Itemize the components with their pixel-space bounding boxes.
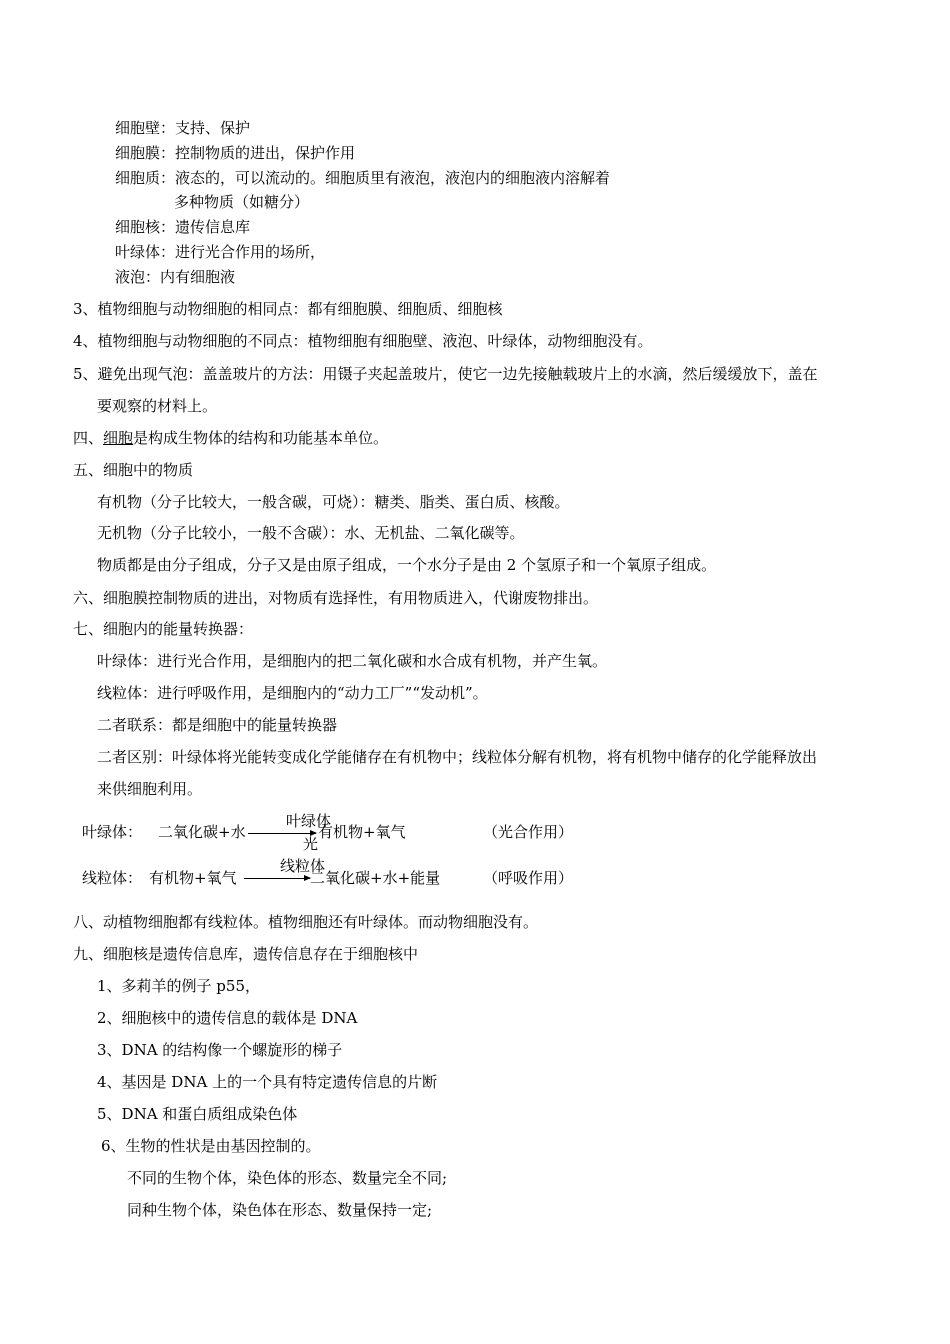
point-4: 4、植物细胞与动物细胞的不同点：植物细胞有细胞壁、液泡、叶绿体，动物细胞没有。: [73, 332, 653, 350]
section-7-mitochondria: 线粒体：进行呼吸作用，是细胞内的“动力工厂”“发动机”。: [97, 684, 488, 702]
section-5-organic: 有机物（分子比较大，一般含碳，可烧）：糖类、脂类、蛋白质、核酸。: [97, 493, 570, 511]
section-9-item: 1、多莉羊的例子 p55，: [97, 977, 261, 995]
section-6: 六、细胞膜控制物质的进出，对物质有选择性，有用物质进入，代谢废物排出。: [73, 589, 599, 607]
section-7-title: 七、细胞内的能量转换器：: [73, 620, 254, 638]
point-3: 3、植物细胞与动物细胞的相同点：都有细胞膜、细胞质、细胞核: [73, 300, 503, 318]
equation-label: 线粒体：: [82, 869, 143, 887]
section-4-prefix: 四、: [73, 429, 104, 447]
section-5-molecule: 物质都是由分子组成，分子又是由原子组成，一个水分子是由 2 个氢原子和一个氧原子组成。: [97, 556, 717, 574]
equation-reactants: 二氧化碳+水: [158, 823, 246, 841]
section-4-rest: 是构成生物体的结构和功能基本单位。: [133, 429, 389, 447]
part-cell-wall: 细胞壁：支持、保护: [115, 119, 251, 137]
equation-note: （呼吸作用）: [483, 869, 574, 887]
section-9-item: 3、DNA 的结构像一个螺旋形的梯子: [97, 1041, 343, 1059]
equation-label: 叶绿体：: [82, 823, 143, 841]
section-9-sub-item: 同种生物个体，染色体在形态、数量保持一定;: [127, 1201, 433, 1219]
section-9-item: 5、DNA 和蛋白质组成染色体: [97, 1105, 298, 1123]
section-5-inorganic: 无机物（分子比较小，一般不含碳）：水、无机盐、二氧化碳等。: [97, 524, 525, 542]
part-nucleus: 细胞核：遗传信息库: [115, 218, 251, 236]
section-7-link: 二者联系：都是细胞中的能量转换器: [97, 716, 338, 734]
section-9-item: 4、基因是 DNA 上的一个具有特定遗传信息的片断: [97, 1073, 438, 1091]
section-4: [73, 428, 388, 448]
part-chloroplast: 叶绿体：进行光合作用的场所，: [115, 243, 326, 261]
section-9-item: 2、细胞核中的遗传信息的载体是 DNA: [97, 1009, 358, 1027]
part-cytoplasm-cont: 多种物质（如糖分）: [174, 193, 310, 211]
reaction-arrow: [244, 878, 310, 879]
section-8: 八、动植物细胞都有线粒体。植物细胞还有叶绿体。而动物细胞没有。: [73, 913, 539, 931]
equation-products: 二氧化碳+水+能量: [310, 869, 441, 887]
equation-reactants: 有机物+氧气: [149, 869, 237, 887]
equation-condition-above: 叶绿体: [286, 812, 332, 830]
section-9-title: 九、细胞核是遗传信息库，遗传信息存在于细胞核中: [73, 945, 419, 963]
section-7-diff-cont: 来供细胞利用。: [97, 780, 203, 798]
equation-products: 有机物+氧气: [318, 823, 406, 841]
equation-condition-below: 光: [303, 835, 319, 853]
section-7-diff: 二者区别：叶绿体将光能转变成化学能储存在有机物中；线粒体分解有机物，将有机物中储存的化学能释放出: [97, 748, 818, 766]
part-cytoplasm: 细胞质：液态的，可以流动的。细胞质里有液泡，液泡内的细胞液内溶解着: [115, 169, 611, 187]
point-5: 5、避免出现气泡：盖盖玻片的方法：用镊子夹起盖玻片，使它一边先接触载玻片上的水滴，然后缓缓放下，盖在: [73, 365, 818, 383]
equation-note: （光合作用）: [483, 823, 574, 841]
section-9-item: 6、生物的性状是由基因控制的。: [101, 1137, 321, 1155]
section-7-chloroplast: 叶绿体：进行光合作用，是细胞内的把二氧化碳和水合成有机物，并产生氧。: [97, 652, 608, 670]
part-cell-membrane: 细胞膜：控制物质的进出，保护作用: [115, 144, 356, 162]
section-4-underlined: 细胞: [103, 429, 134, 447]
section-9-sub-item: 不同的生物个体，染色体的形态、数量完全不同;: [127, 1169, 448, 1187]
part-vacuole: 液泡：内有细胞液: [115, 268, 236, 286]
equation-condition-above: 线粒体: [280, 857, 326, 875]
section-5-title: 五、细胞中的物质: [73, 461, 194, 479]
point-5-cont: 要观察的材料上。: [97, 397, 218, 415]
